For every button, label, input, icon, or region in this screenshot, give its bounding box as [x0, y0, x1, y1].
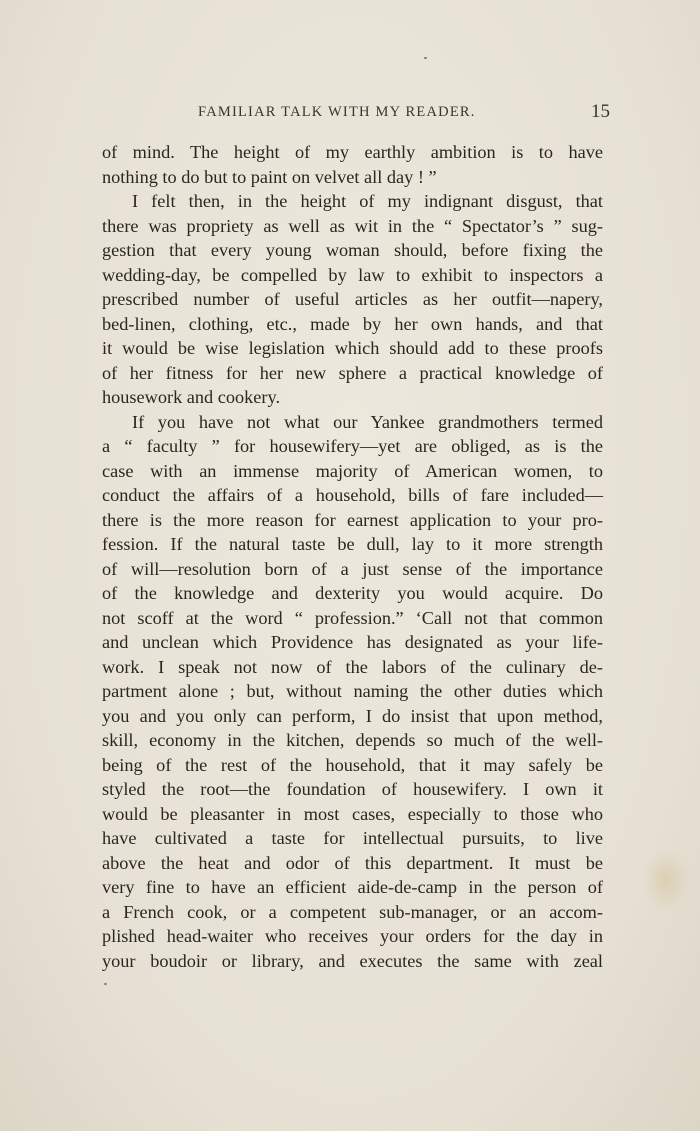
text-line: work. I speak not now of the labors of the culinary de- — [102, 656, 603, 677]
text-line: not scoff at the word “ profession.” ‘Call not that common — [102, 607, 603, 628]
text-line: there was propriety as well as wit in the “ Spectator’s ” sug- — [102, 215, 603, 236]
text-line: very fine to have an efficient aide-de-camp in the person of — [102, 877, 603, 897]
running-head: FAMILIAR TALK WITH MY READER. — [198, 104, 476, 120]
body-text — [102, 140, 603, 973]
text-line: of her fitness for her new sphere a practical knowledge of — [102, 362, 603, 383]
text-line: a French cook, or a competent sub-manager, or an accom- — [102, 901, 603, 922]
ink-speck — [104, 983, 107, 985]
text-line: conduct the affairs of a household, bills of fare included— — [102, 485, 603, 505]
text-line: a “ faculty ” for housewifery—yet are obliged, as is the — [102, 436, 603, 456]
text-line: your boudoir or library, and executes the same with zeal — [102, 950, 603, 971]
text-line: and unclean which Providence has designated as your life- — [102, 632, 603, 652]
text-line: of will—resolution born of a just sense of the importance — [102, 558, 603, 579]
text-line: being of the rest of the household, that it may safely be — [102, 754, 603, 775]
text-line: plished head-waiter who receives your orders for the day in — [102, 926, 603, 946]
text-line: it would be wise legislation which should add to these proofs — [102, 338, 603, 358]
paragraph-first-line: I felt then, in the height of my indignant disgust, that — [132, 191, 603, 211]
text-line: above the heat and odor of this department. It must be — [102, 852, 603, 873]
ink-speck — [424, 57, 427, 59]
text-line: of the knowledge and dexterity you would acquire. Do — [102, 583, 603, 603]
text-line: have cultivated a taste for intellectual pursuits, to live — [102, 828, 603, 848]
text-line: styled the root—the foundation of housewifery. I own it — [102, 779, 603, 799]
text-line: of mind. The height of my earthly ambition is to have — [102, 142, 603, 162]
text-line: gestion that every young woman should, before fixing the — [102, 240, 603, 260]
text-line: housework and cookery. — [102, 387, 281, 407]
text-line: prescribed number of useful articles as her outfit—napery, — [102, 289, 603, 309]
paper-stain — [642, 848, 690, 912]
text-line: fession. If the natural taste be dull, lay to it more strength — [102, 534, 603, 554]
text-line: wedding-day, be compelled by law to exhibit to inspectors a — [102, 264, 603, 285]
text-line: partment alone ; but, without naming the other duties which — [102, 681, 603, 701]
text-line: nothing to do but to paint on velvet all day ! ” — [102, 166, 437, 187]
text-line: there is the more reason for earnest application to your pro- — [102, 509, 603, 530]
text-line: you and you only can perform, I do insist that upon method, — [102, 705, 603, 726]
text-line: case with an immense majority of American women, to — [102, 460, 603, 481]
paragraph-first-line: If you have not what our Yankee grandmothers termed — [132, 411, 603, 432]
text-line: would be pleasanter in most cases, especially to those who — [102, 803, 603, 824]
text-line: bed-linen, clothing, etc., made by her own hands, and that — [102, 313, 603, 334]
page-number: 15 — [591, 101, 610, 122]
page-header — [198, 101, 610, 130]
text-line: skill, economy in the kitchen, depends so much of the well- — [102, 730, 603, 750]
